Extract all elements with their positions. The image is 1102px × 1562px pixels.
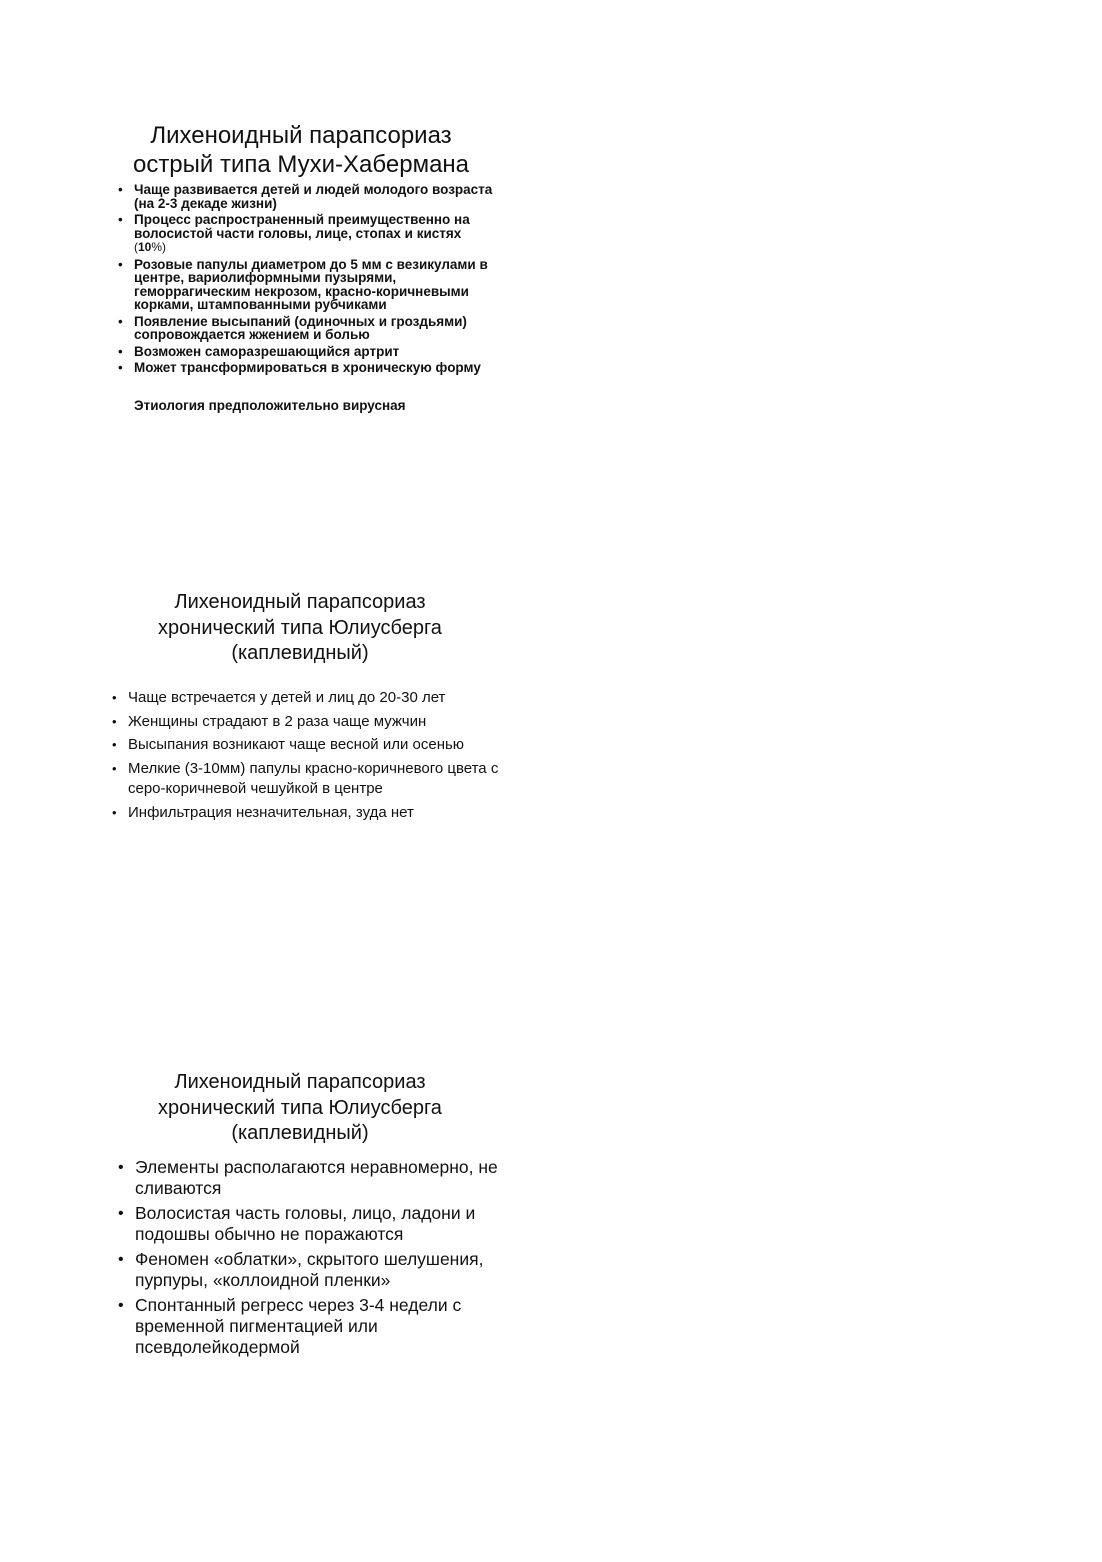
slide-2-title	[100, 590, 500, 667]
slide-2-title-line-1: Лихеноидный парапсориаз	[174, 591, 426, 613]
slide-2-bullet-list	[112, 688, 512, 826]
bullet-item: • Инфильтрация незначительная, зуда нет	[112, 803, 512, 824]
bullet-item: • Возможен саморазрешающийся артрит	[118, 345, 508, 359]
etiology-note: Этиология предположительно вирусная	[134, 398, 406, 413]
slide-3-title	[100, 1070, 500, 1147]
slide-3-title-line-3: (каплевидный)	[231, 1122, 369, 1144]
slide-1-bullet-list	[118, 183, 508, 378]
bullet-item: • Феномен «облатки», скрытого шелушения, пурпуры, «коллоидной пленки»	[118, 1249, 518, 1291]
slide-2-title-line-2: хронический типа Юлиусберга	[158, 616, 442, 639]
percent-note: (10%)	[134, 240, 167, 254]
slide-3-title-line-2: хронический типа Юлиусберга	[158, 1096, 442, 1119]
bullet-item: • Чаще встречается у детей и лиц до 20-30 лет	[112, 688, 512, 709]
slide-2-title-line-3: (каплевидный)	[231, 642, 369, 664]
bullet-item: • Волосистая часть головы, лицо, ладони и подошвы обычно не поражаются	[118, 1203, 518, 1245]
bullet-item: • Может трансформироваться в хроническую форму	[118, 361, 508, 375]
slide-3-bullet-list	[118, 1157, 518, 1362]
slide-1-title-line-2: острый типа Мухи-Хабермана	[132, 151, 470, 178]
bullet-item: • Спонтанный регресс через 3-4 недели с временной пигментацией или псевдолейкодермой	[118, 1295, 518, 1358]
slide-3-title-line-1: Лихеноидный парапсориаз	[174, 1071, 426, 1093]
slide-1-title	[101, 121, 501, 179]
bullet-item: • Элементы располагаются неравномерно, не сливаются	[118, 1157, 518, 1199]
bullet-item: • Высыпания возникают чаще весной или осенью	[112, 735, 512, 756]
bullet-item: • Чаще развивается детей и людей молодого возраста (на 2-3 декаде жизни)	[118, 183, 508, 210]
bullet-item: • Розовые папулы диаметром до 5 мм с везикулами в центре, вариолиформными пузырями, геморрагическим некрозом, красно-коричневыми корками, штампованными рубчиками	[118, 258, 508, 312]
slide-1-title-line-1: Лихеноидный парапсориаз	[150, 122, 452, 149]
bullet-item: • Процесс распространенный преимущественно на волосистой части головы, лице, стопах и кистях (10%)	[118, 213, 508, 255]
bullet-item: • Появление высыпаний (одиночных и гроздьями) сопровождается жжением и болью	[118, 315, 508, 342]
bullet-item: • Мелкие (3-10мм) папулы красно-коричневого цвета с серо-коричневой чешуйкой в центре	[112, 759, 512, 800]
bullet-item: • Женщины страдают в 2 раза чаще мужчин	[112, 712, 512, 733]
